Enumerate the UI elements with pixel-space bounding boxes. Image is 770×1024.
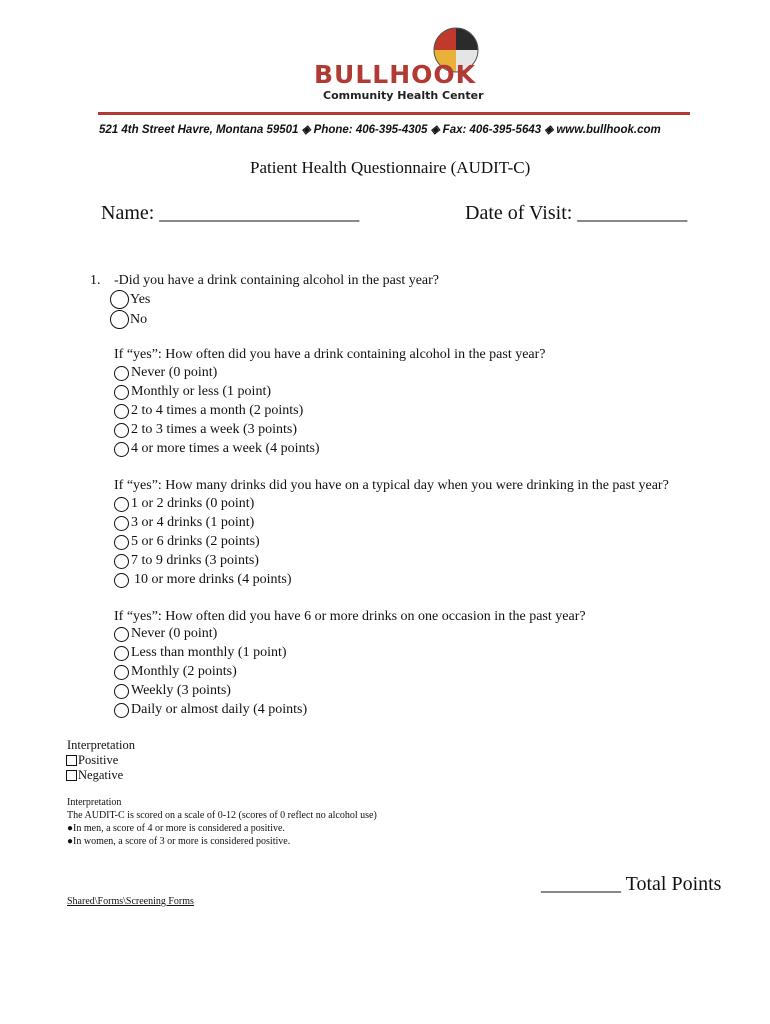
radio-icon[interactable] (114, 684, 129, 699)
brand-subtitle: Community Health Center (323, 89, 484, 102)
q2-option-1[interactable]: Monthly or less (1 point) (114, 384, 271, 400)
q2-option-0[interactable]: Never (0 point) (114, 365, 217, 381)
q1-option-yes[interactable]: Yes (110, 290, 150, 309)
q3-option-0[interactable]: 1 or 2 drinks (0 point) (114, 496, 254, 512)
interpretation-negative[interactable]: Negative (66, 768, 123, 783)
footer-path: Shared\Forms\Screening Forms (67, 896, 194, 907)
header-rule (98, 112, 690, 115)
notes-line-women: ●In women, a score of 3 or more is considered positive. (67, 836, 291, 847)
radio-icon[interactable] (114, 554, 129, 569)
address-line: 521 4th Street Havre, Montana 59501 ◈ Phone: 406-395-4305 ◈ Fax: 406-395-5643 ◈ www.bullhook.com (99, 124, 661, 136)
checkbox-icon[interactable] (66, 770, 77, 781)
radio-icon[interactable] (114, 665, 129, 680)
q4-option-3[interactable]: Weekly (3 points) (114, 683, 231, 699)
form-title: Patient Health Questionnaire (AUDIT-C) (250, 158, 531, 177)
radio-icon[interactable] (114, 535, 129, 550)
q2-option-4[interactable]: 4 or more times a week (4 points) (114, 441, 320, 457)
radio-icon[interactable] (114, 573, 129, 588)
radio-icon[interactable] (114, 627, 129, 642)
radio-icon[interactable] (110, 310, 129, 329)
radio-icon[interactable] (114, 516, 129, 531)
radio-icon[interactable] (114, 646, 129, 661)
q3-option-2[interactable]: 5 or 6 drinks (2 points) (114, 534, 260, 550)
radio-icon[interactable] (114, 497, 129, 512)
q4-option-4[interactable]: Daily or almost daily (4 points) (114, 702, 307, 718)
name-field[interactable]: Name: ____________________ (101, 202, 360, 224)
q2-text: If “yes”: How often did you have a drink containing alcohol in the past year? (114, 347, 546, 362)
radio-icon[interactable] (110, 290, 129, 309)
q2-option-2[interactable]: 2 to 4 times a month (2 points) (114, 403, 303, 419)
notes-line-scale: The AUDIT-C is scored on a scale of 0-12 (scores of 0 reflect no alcohol use) (67, 810, 377, 821)
q1-option-no[interactable]: No (110, 310, 147, 329)
checkbox-icon[interactable] (66, 755, 77, 766)
q3-option-1[interactable]: 3 or 4 drinks (1 point) (114, 515, 254, 531)
q4-option-1[interactable]: Less than monthly (1 point) (114, 645, 287, 661)
notes-heading: Interpretation (67, 797, 122, 808)
radio-icon[interactable] (114, 703, 129, 718)
q4-text: If “yes”: How often did you have 6 or more drinks on one occasion in the past year? (114, 609, 586, 624)
radio-icon[interactable] (114, 366, 129, 381)
notes-line-men: ●In men, a score of 4 or more is considered a positive. (67, 823, 285, 834)
date-of-visit-field[interactable]: Date of Visit: ___________ (465, 202, 688, 224)
total-points-field[interactable]: ________ Total Points (541, 873, 722, 895)
radio-icon[interactable] (114, 404, 129, 419)
q1-number: 1. (90, 273, 101, 288)
q3-option-3[interactable]: 7 to 9 drinks (3 points) (114, 553, 259, 569)
q1-text: -Did you have a drink containing alcohol in the past year? (114, 273, 440, 288)
brand-name: BULLHOOK (314, 60, 477, 89)
interpretation-positive[interactable]: Positive (66, 753, 118, 768)
q3-text: If “yes”: How many drinks did you have on a typical day when you were drinking in the past year? (114, 478, 669, 493)
interpretation-heading: Interpretation (67, 738, 136, 752)
q3-option-4[interactable]: 10 or more drinks (4 points) (114, 572, 291, 588)
radio-icon[interactable] (114, 442, 129, 457)
q4-option-0[interactable]: Never (0 point) (114, 626, 217, 642)
q4-option-2[interactable]: Monthly (2 points) (114, 664, 237, 680)
radio-icon[interactable] (114, 423, 129, 438)
q2-option-3[interactable]: 2 to 3 times a week (3 points) (114, 422, 297, 438)
radio-icon[interactable] (114, 385, 129, 400)
